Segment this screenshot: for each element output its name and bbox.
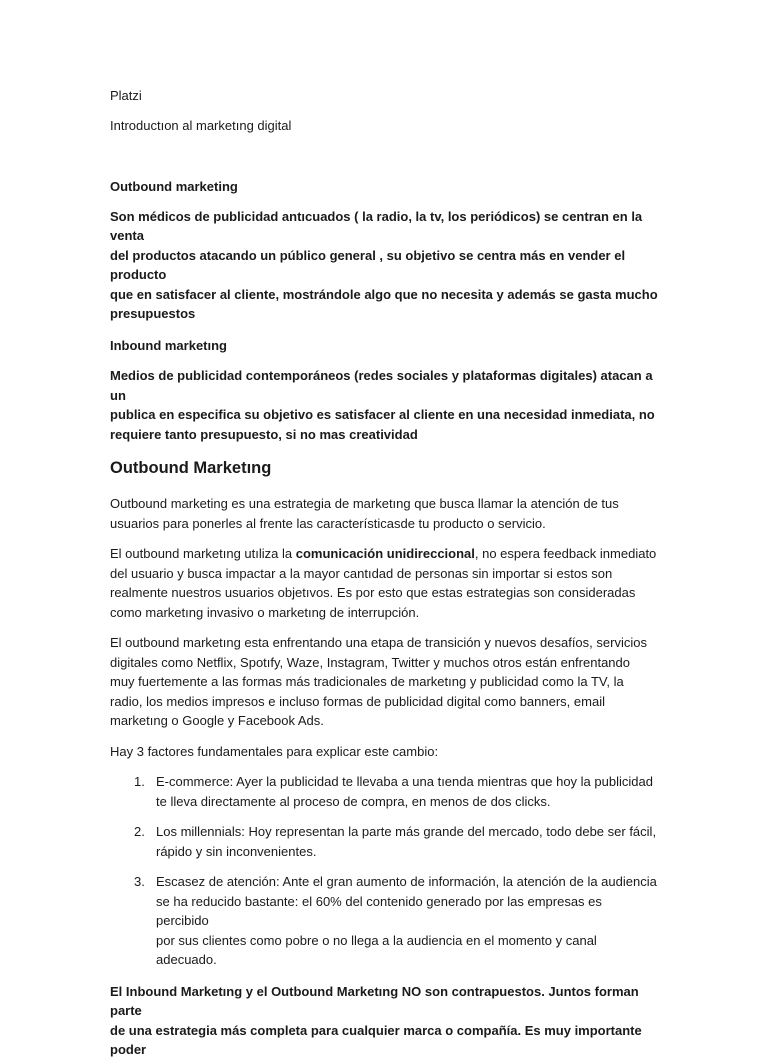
document-content [110, 86, 658, 1060]
text-line: El Inbound Marketıng y el Outbound Marketıng NO son contrapuestos. Juntos forman parte [110, 983, 639, 1018]
paragraph-conclusion [110, 982, 658, 1060]
text-line: rápido y sin inconvenientes. [156, 843, 317, 859]
text-line: Outbound marketing es una estrategia de marketıng que busca llamar la atención de tus [110, 496, 619, 511]
course-title: Introductıon al marketıng digital [110, 117, 292, 133]
factors-list [110, 772, 658, 970]
text-line: Son médicos de publicidad antıcuados ( la radio, la tv, los periódicos) se centran en la venta [110, 208, 643, 243]
outbound-marketing-heading: Outbound Marketıng [110, 459, 272, 477]
text-line: Medios de publicidad contemporáneos (redes sociales y plataformas digitales) atacan a un [110, 368, 653, 403]
text-line: El outbound marketıng esta enfrentando una etapa de transición y nuevos desafíos, servicios [110, 635, 647, 650]
list-item [110, 872, 658, 970]
paragraph-unidirectional [110, 544, 658, 622]
text-line: radio, los medios impresos e incluso formas de publicidad digital como banners, email [110, 693, 605, 709]
text-run: El outbound marketıng utıliza la [110, 546, 296, 561]
section-inbound-title: Inbound marketıng [110, 337, 227, 353]
text-line: Los millennials: Hoy representan la parte más grande del mercado, todo debe ser fácil, [156, 824, 657, 839]
text-line: de una estrategia más completa para cualquier marca o compañía. Es muy importante poder [110, 1022, 642, 1057]
section-inbound-body [110, 366, 658, 444]
text-line: muy fuertemente a las formas más tradicionales de marketıng y publicidad como la TV, la [110, 674, 624, 689]
text-run: , no espera feedback inmediato [474, 546, 657, 561]
paragraph-transition [110, 633, 658, 731]
bold-run: comunicación unidireccional [295, 546, 475, 561]
text-line: E-commerce: Ayer la publicidad te llevaba a una tıenda mientras que hoy la publicidad [156, 774, 653, 789]
list-item [110, 822, 658, 861]
list-number: 3. [134, 874, 145, 889]
text-line: publica en especifica su objetivo es satisfacer al cliente en una necesidad inmediata, no [110, 407, 655, 422]
section-outbound-title: Outbound marketing [110, 179, 238, 194]
text-line: que en satisfacer al cliente, mostrándole algo que no necesita y además se gasta mucho [110, 286, 658, 302]
text-line: marketıng o Google y Facebook Ads. [110, 713, 324, 728]
text-line: presupuestos [110, 306, 196, 321]
text-line: usuarios para ponerles al frente las característicasde tu producto o servicio. [110, 515, 546, 531]
list-item [110, 772, 658, 811]
text-line: del usuario y busca impactar a la mayor cantıdad de personas sin importar si estos son [110, 565, 613, 581]
doc-header: Platzi [110, 88, 142, 103]
text-line: como marketıng invasivo o marketıng de interrupción. [110, 604, 420, 620]
section-outbound-body [110, 207, 658, 324]
text-line: por sus clientes como pobre o no llega a la audiencia en el momento y canal adecuado. [156, 932, 597, 967]
paragraph-definition [110, 494, 658, 533]
text-line: realmente nuestros usuarios objetıvos. Es por esto que estas estrategias son consideradas [110, 585, 636, 600]
text-line: Escasez de atención: Ante el gran aumento de información, la atención de la audiencia [156, 874, 657, 889]
paragraph-factors-intro: Hay 3 factores fundamentales para explicar este cambio: [110, 743, 439, 759]
text-line [110, 544, 658, 564]
text-line: se ha reducido bastante: el 60% del contenido generado por las empresas es percibido [156, 893, 602, 928]
text-line: digitales como Netflix, Spotıfy, Waze, Instagram, Twitter y muchos otros están enfrentando [110, 654, 630, 670]
list-number: 1. [134, 774, 145, 789]
list-number: 2. [134, 824, 145, 839]
text-line: te lleva directamente al proceso de compra, en menos de dos clicks. [156, 793, 551, 809]
text-line: del productos atacando un público general , su objetivo se centra más en vender el producto [110, 247, 626, 282]
text-line: requiere tanto presupuesto, si no mas creatividad [110, 426, 418, 442]
